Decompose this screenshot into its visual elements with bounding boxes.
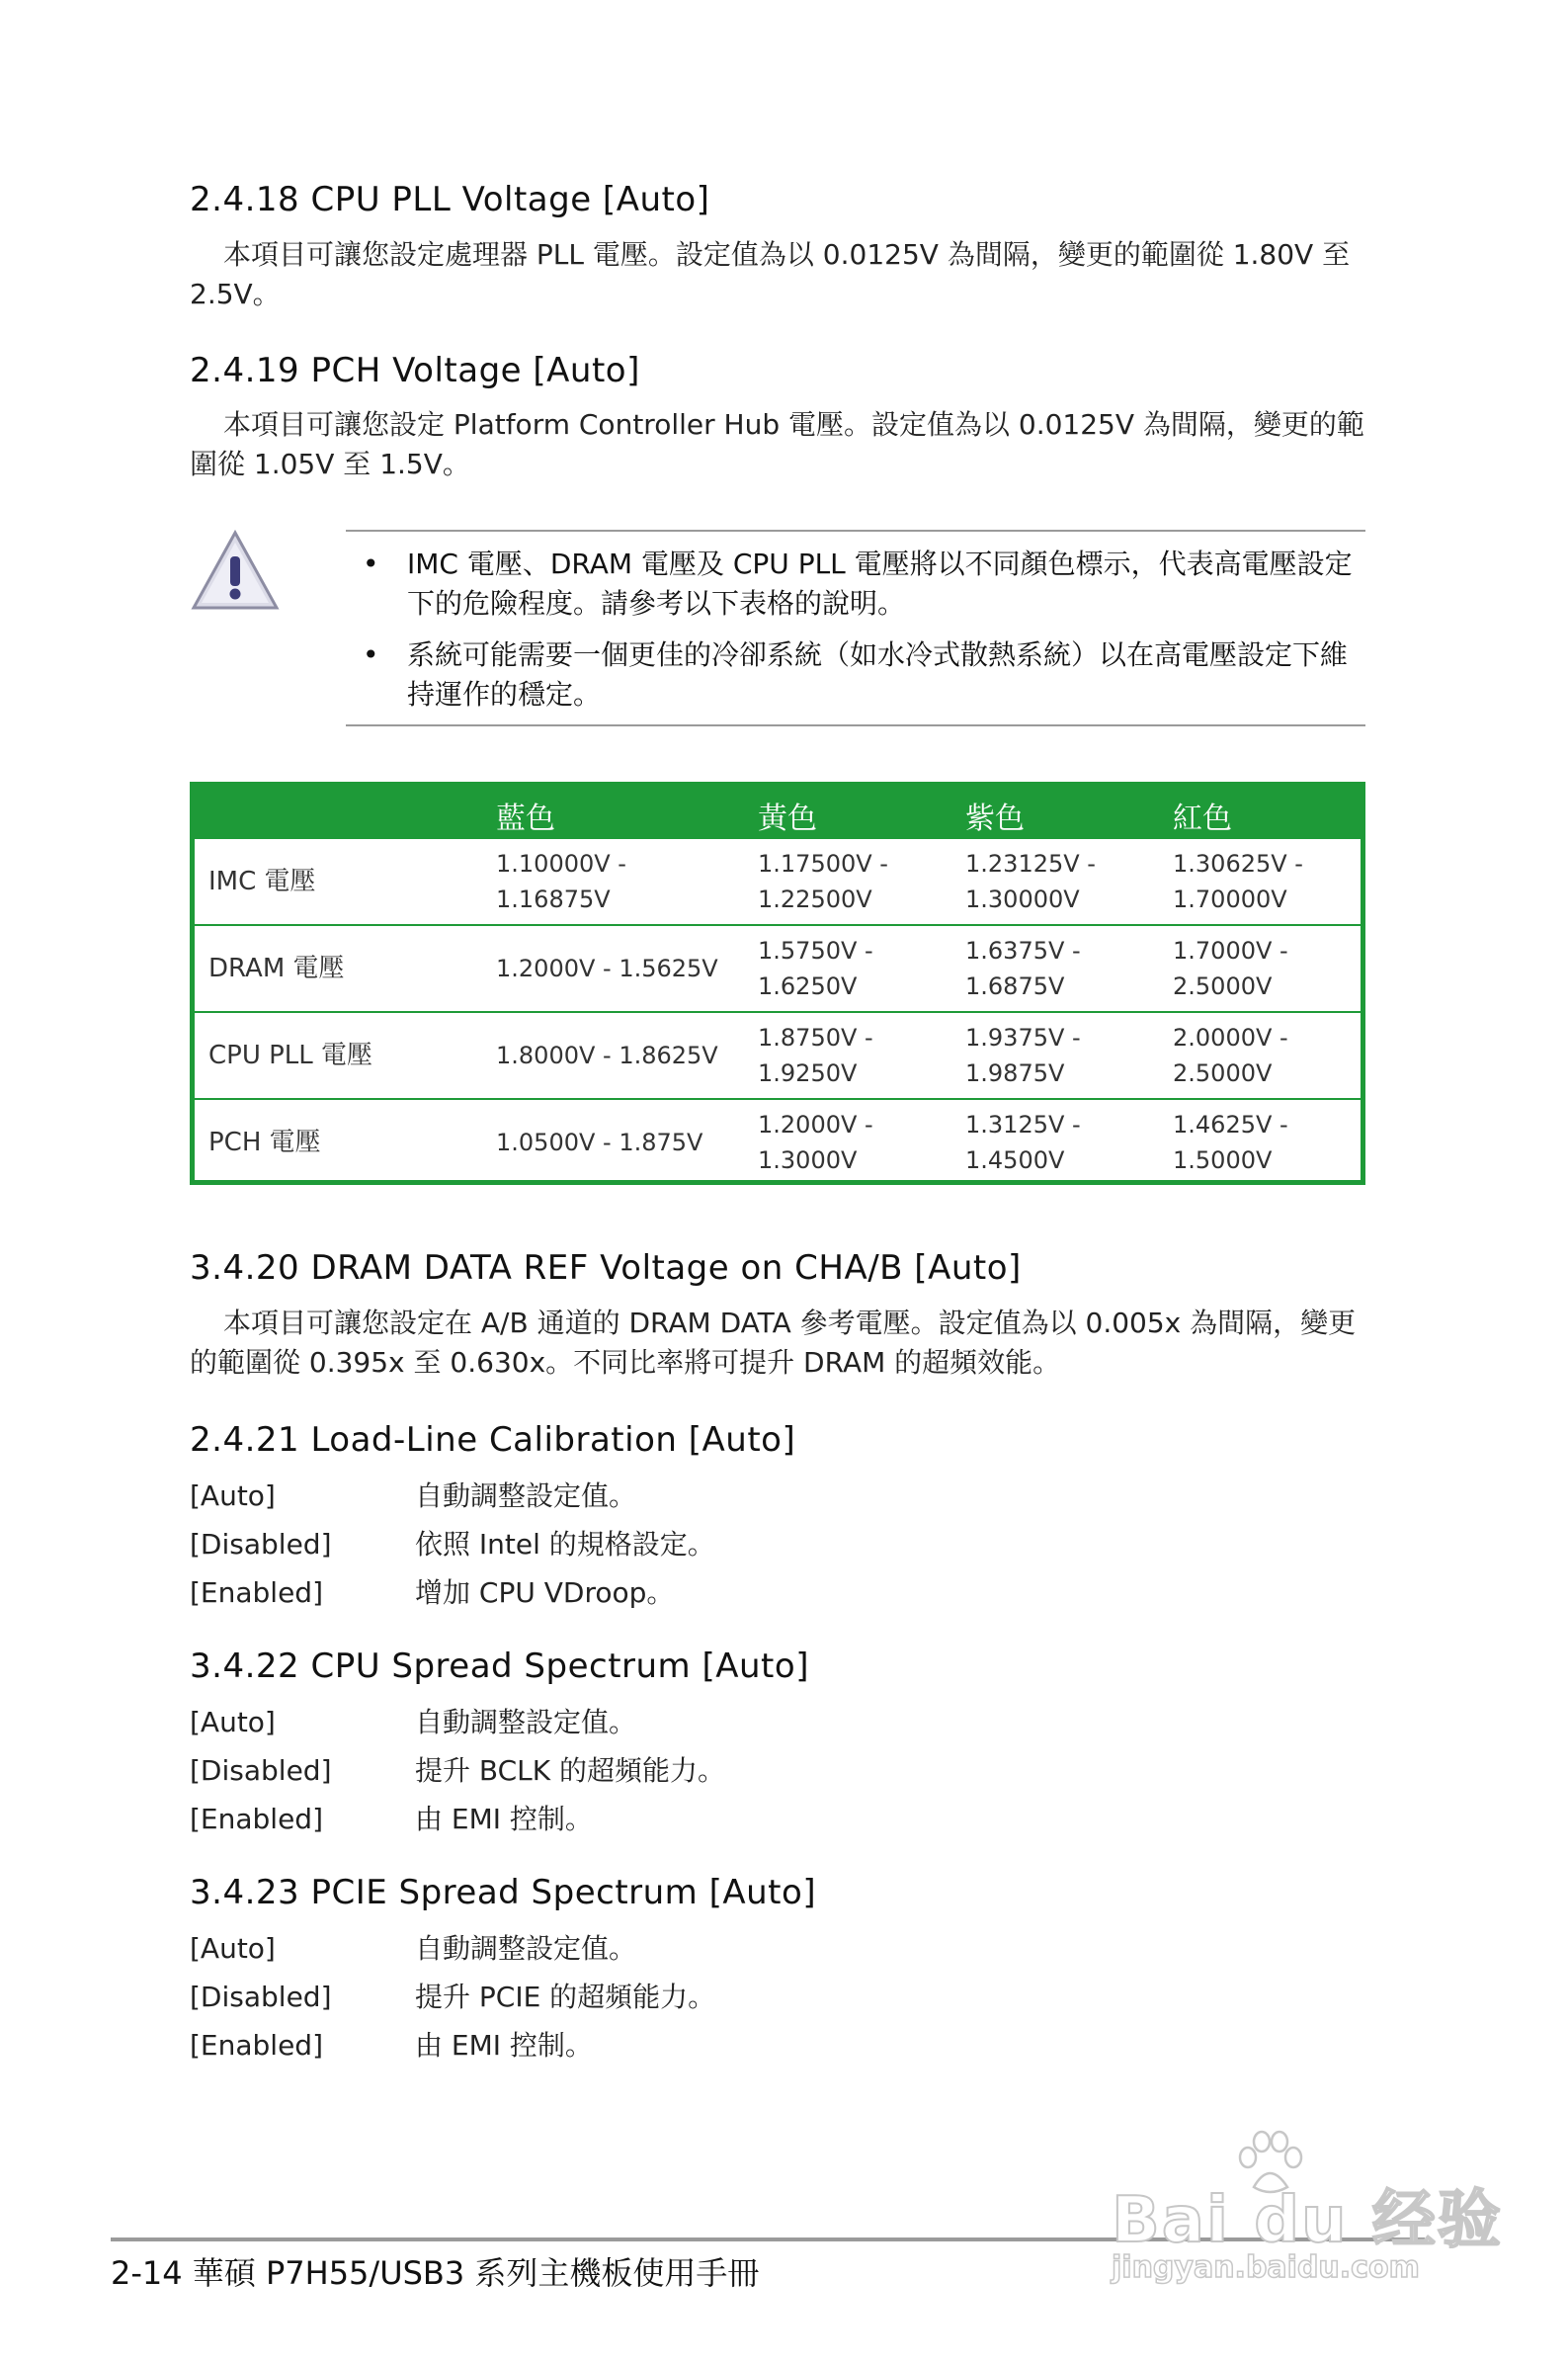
section-desc-dram-ref: 本項目可讓您設定在 A/B 通道的 DRAM DATA 參考電壓。設定值為以 0.005x 為間隔，變更的範圍從 0.395x 至 0.630x。不同比率將可提升 DRAM 的超頻效能。 [190, 1307, 1357, 1379]
note-bottom-rule [346, 724, 1365, 726]
header-yellow: 黃色 [758, 802, 817, 836]
voltage-color-table [190, 782, 1365, 1185]
cell-purple: 1.6375V - 1.6875V [965, 937, 1081, 1000]
table-row [195, 839, 1361, 926]
section-title-pch: 2.4.19 PCH Voltage [Auto] [190, 351, 640, 390]
section-desc-pch: 本項目可讓您設定 Platform Controller Hub 電壓。設定值為以 0.0125V 為間隔，變更的範圍從 1.05V 至 1.5V。 [190, 408, 1364, 480]
table-row [195, 1013, 1361, 1100]
note-top-rule [346, 530, 1365, 532]
cell-red: 1.4625V - 1.5000V [1173, 1111, 1288, 1174]
cell-blue: 1.8000V - 1.8625V [496, 1042, 718, 1069]
note-item-cooling [363, 635, 1365, 715]
section-title-pcie-ss: 3.4.23 PCIE Spread Spectrum [Auto] [190, 1873, 817, 1912]
cell-red: 1.7000V - 2.5000V [1173, 937, 1288, 1000]
section-desc-cpu-pll: 本項目可讓您設定處理器 PLL 電壓。設定值為以 0.0125V 為間隔，變更的範圍從 1.80V 至 2.5V。 [190, 238, 1351, 310]
row-label: CPU PLL 電壓 [208, 1041, 373, 1070]
cell-yellow: 1.8750V - 1.9250V [758, 1024, 873, 1087]
footer-page-label: 2-14 華碩 P7H55/USB3 系列主機板使用手冊 [111, 2254, 760, 2292]
cell-red: 1.30625V - 1.70000V [1173, 850, 1303, 913]
note-bullet: • [363, 548, 379, 580]
header-red: 紅色 [1173, 802, 1232, 836]
table-row [195, 926, 1361, 1013]
baidu-watermark [1112, 2130, 1503, 2308]
cell-purple: 1.3125V - 1.4500V [965, 1111, 1081, 1174]
header-blue: 藍色 [496, 802, 555, 836]
section-title-llc: 2.4.21 Load-Line Calibration [Auto] [190, 1420, 796, 1460]
section-title-cpu-ss: 3.4.22 CPU Spread Spectrum [Auto] [190, 1646, 809, 1686]
note-text: IMC 電壓、DRAM 電壓及 CPU PLL 電壓將以不同顏色標示，代表高電壓設定下的危險程度。請參考以下表格的說明。 [407, 548, 1353, 620]
table-header [195, 782, 1361, 839]
watermark-brand: Bai du 经验 [1112, 2184, 1503, 2257]
cell-blue: 1.10000V - 1.16875V [496, 850, 626, 913]
warning-triangle-icon [190, 529, 281, 614]
row-label: PCH 電壓 [208, 1128, 321, 1157]
cell-red: 2.0000V - 2.5000V [1173, 1024, 1288, 1087]
cell-yellow: 1.5750V - 1.6250V [758, 937, 873, 1000]
cell-blue: 1.2000V - 1.5625V [496, 955, 718, 982]
note-text: 系統可能需要一個更佳的冷卻系統（如水冷式散熱系統）以在高電壓設定下維持運作的穩定。 [407, 638, 1349, 711]
cell-blue: 1.0500V - 1.875V [496, 1129, 703, 1156]
row-label: IMC 電壓 [208, 867, 316, 896]
header-purple: 紫色 [965, 802, 1025, 836]
cell-purple: 1.9375V - 1.9875V [965, 1024, 1081, 1087]
watermark-url: jingyan.baidu.com [1112, 2250, 1420, 2285]
section-title-dram-ref: 3.4.20 DRAM DATA REF Voltage on CHA/B [Auto] [190, 1248, 1022, 1288]
cell-yellow: 1.2000V - 1.3000V [758, 1111, 873, 1174]
note-item-color-coding [363, 545, 1365, 624]
row-label: DRAM 電壓 [208, 954, 345, 983]
section-title-cpu-pll: 2.4.18 CPU PLL Voltage [Auto] [190, 180, 710, 219]
table-row [195, 1100, 1361, 1185]
note-bullet: • [363, 638, 379, 671]
cell-yellow: 1.17500V - 1.22500V [758, 850, 888, 913]
cell-purple: 1.23125V - 1.30000V [965, 850, 1096, 913]
